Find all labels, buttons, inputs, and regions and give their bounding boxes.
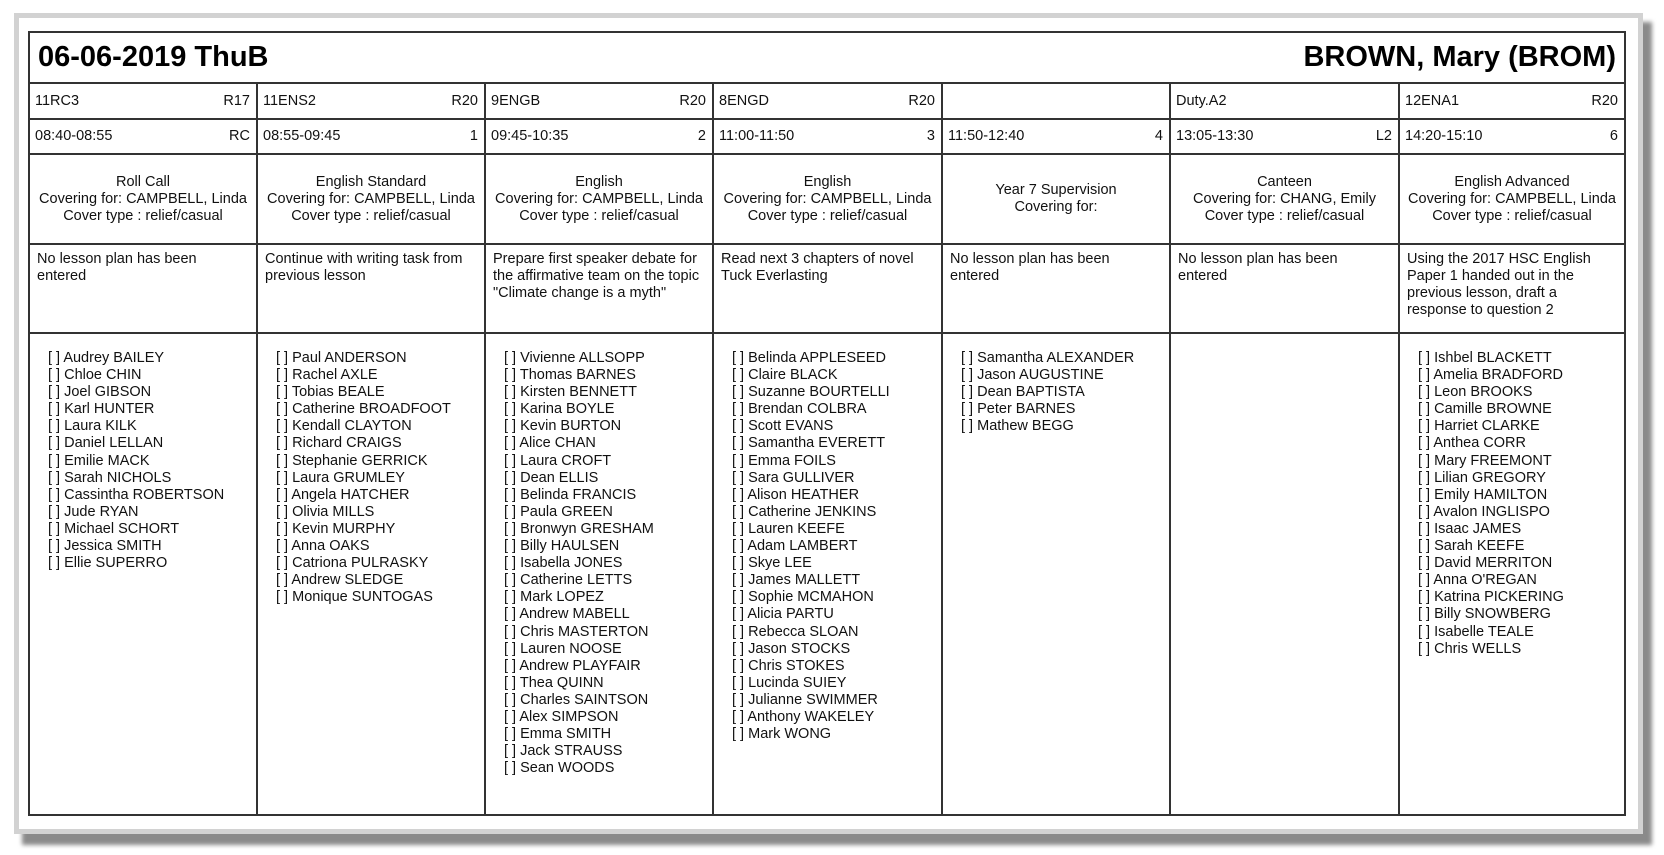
student-checkbox-item[interactable]: [ ] Audrey BAILEY: [48, 350, 165, 366]
student-checkbox-item[interactable]: [ ] Samantha EVERETT: [732, 435, 886, 452]
student-checkbox-item[interactable]: [ ] Vivienne ALLSOPP: [504, 350, 645, 366]
period-number: 2: [697, 128, 706, 144]
cover-info: Cover type : relief/casual: [1432, 207, 1592, 224]
cover-info: Covering for: CAMPBELL, Linda: [267, 190, 475, 207]
student-checkbox-item[interactable]: [ ] Chris STOKES: [732, 657, 845, 674]
student-checkbox-item[interactable]: [ ] Belinda FRANCIS: [504, 486, 637, 503]
class-cell: [258, 84, 486, 120]
student-checkbox-item[interactable]: [ ] James MALLETT: [732, 572, 861, 589]
student-checkbox-item[interactable]: [ ] Sara GULLIVER: [732, 469, 855, 486]
student-checkbox-item[interactable]: [ ] Amelia BRADFORD: [1418, 367, 1564, 384]
cover-info: Covering for: CAMPBELL, Linda: [495, 190, 703, 207]
class-code: Duty.A2: [1176, 92, 1227, 109]
student-checkbox-item[interactable]: [ ] Katrina PICKERING: [1418, 589, 1564, 606]
time-cell: [30, 120, 258, 155]
lesson-plan-text: Using the 2017 HSC English Paper 1 handed out in the previous lesson, draft a response to question 2: [1407, 251, 1591, 318]
student-checkbox-item[interactable]: [ ] Laura KILK: [48, 418, 137, 435]
student-checkbox-item[interactable]: [ ] Richard CRAIGS: [276, 435, 402, 452]
cover-info: Cover type : relief/casual: [747, 207, 908, 224]
student-checkbox-item[interactable]: [ ] Lilian GREGORY: [1418, 469, 1546, 486]
student-checkbox-item[interactable]: [ ] Catherine BROADFOOT: [276, 401, 451, 418]
period-number: L2: [1375, 128, 1392, 144]
class-cell: [1171, 84, 1400, 120]
lesson-plan-cell: [714, 245, 943, 334]
title-row: [30, 33, 1624, 84]
student-checkbox-item[interactable]: [ ] Skye LEE: [732, 555, 812, 572]
period-number: 1: [469, 128, 478, 144]
student-list: [1171, 334, 1400, 814]
room-code: R20: [908, 92, 935, 109]
student-checkbox-item[interactable]: [ ] Monique SUNTOGAS: [276, 589, 433, 606]
student-checkbox-item[interactable]: [ ] Andrew PLAYFAIR: [504, 657, 641, 674]
period-number: 4: [1154, 128, 1163, 144]
period-number: 3: [926, 128, 935, 144]
student-checkbox-item[interactable]: [ ] Alicia PARTU: [732, 606, 834, 623]
subject-name: Canteen: [1257, 173, 1312, 190]
student-checkbox-item[interactable]: [ ] Brendan COLBRA: [732, 401, 867, 418]
room-code: R20: [1591, 92, 1618, 109]
student-checkbox-item[interactable]: [ ] Jack STRAUSS: [504, 743, 623, 760]
student-checkbox-item[interactable]: [ ] Rachel AXLE: [276, 367, 378, 384]
student-checkbox-item[interactable]: [ ] Laura GRUMLEY: [276, 469, 405, 486]
student-checkbox-item[interactable]: [ ] Tobias BEALE: [276, 384, 385, 401]
cover-info: Covering for: CAMPBELL, Linda: [39, 190, 247, 207]
class-code: 9ENGB: [491, 92, 541, 109]
student-checkbox-item[interactable]: [ ] Emma FOILS: [732, 452, 836, 469]
time-range: 11:00-11:50: [719, 128, 795, 144]
subject-cell: [30, 155, 258, 245]
lesson-plan-text: Continue with writing task from previous lesson: [265, 251, 463, 284]
student-checkbox-item[interactable]: [ ] Billy HAULSEN: [504, 538, 620, 555]
student-checkbox-item[interactable]: [ ] Lauren NOOSE: [504, 640, 622, 657]
student-checkbox-item[interactable]: [ ] Mark LOPEZ: [504, 589, 604, 606]
student-list: [714, 334, 943, 814]
student-checkbox-item[interactable]: [ ] Stephanie GERRICK: [276, 452, 428, 469]
time-cell: [714, 120, 943, 155]
subject-cell: [1171, 155, 1400, 245]
lesson-plan-cell: [1400, 245, 1624, 334]
student-checkbox-item[interactable]: [ ] Ellie SUPERRO: [48, 555, 168, 572]
class-cell: [943, 84, 1171, 120]
period-number: RC: [229, 128, 250, 144]
student-checkbox-item[interactable]: [ ] Lucinda SUIEY: [732, 674, 847, 691]
student-checkbox-item[interactable]: [ ] Adam LAMBERT: [732, 538, 858, 555]
student-checkbox-item[interactable]: [ ] Emily HAMILTON: [1418, 486, 1548, 503]
student-checkbox-item[interactable]: [ ] Joel GIBSON: [48, 384, 152, 401]
student-checkbox-item[interactable]: [ ] Samantha ALEXANDER: [961, 350, 1135, 366]
student-checkbox-item[interactable]: [ ] Dean BAPTISTA: [961, 384, 1085, 401]
cover-info: Covering for:: [1014, 199, 1098, 215]
subject-cell: [943, 155, 1171, 245]
subject-cell: [486, 155, 714, 245]
subject-name: English Standard: [315, 173, 427, 190]
subject-name: English: [803, 173, 852, 190]
student-checkbox-item[interactable]: [ ] Kevin MURPHY: [276, 520, 396, 537]
room-code: R17: [223, 92, 250, 109]
student-list: [486, 334, 714, 814]
cover-info: Cover type : relief/casual: [1204, 207, 1365, 224]
time-range: 13:05-13:30: [1176, 128, 1254, 144]
lesson-plan-text: No lesson plan has been entered: [950, 251, 1110, 284]
student-checkbox-item[interactable]: [ ] Scott EVANS: [732, 418, 834, 435]
student-checkbox-item[interactable]: [ ] Sophie MCMAHON: [732, 589, 874, 606]
student-checkbox-item[interactable]: [ ] Anthony WAKELEY: [732, 708, 875, 725]
cover-info: Covering for: CAMPBELL, Linda: [723, 190, 932, 207]
time-cell: [486, 120, 714, 155]
student-checkbox-item[interactable]: [ ] Emma SMITH: [504, 726, 612, 743]
subject-name: Year 7 Supervision: [995, 182, 1117, 198]
lesson-plan-text: No lesson plan has been entered: [1178, 251, 1338, 284]
student-list: [943, 334, 1171, 814]
student-checkbox-item[interactable]: [ ] Karl HUNTER: [48, 401, 155, 418]
lesson-plan-cell: [258, 245, 486, 334]
lesson-plan-text: No lesson plan has been entered: [37, 251, 197, 284]
student-checkbox-item[interactable]: [ ] Isabella JONES: [504, 555, 623, 572]
student-checkbox-item[interactable]: [ ] Paul ANDERSON: [276, 350, 407, 366]
student-checkbox-item[interactable]: [ ] Alison HEATHER: [732, 486, 860, 503]
student-checkbox-item[interactable]: [ ] Suzanne BOURTELLI: [732, 384, 890, 401]
lesson-plan-cell: [486, 245, 714, 334]
student-checkbox-item[interactable]: [ ] Mathew BEGG: [961, 418, 1074, 435]
class-code: 11ENS2: [263, 92, 316, 109]
subject-cell: [258, 155, 486, 245]
student-checkbox-item[interactable]: [ ] Jude RYAN: [48, 503, 139, 520]
student-checkbox-item[interactable]: [ ] Chris MASTERTON: [504, 623, 649, 640]
student-checkbox-item[interactable]: [ ] Daniel LELLAN: [48, 435, 164, 452]
student-checkbox-item[interactable]: [ ] Kevin BURTON: [504, 418, 622, 435]
student-checkbox-item[interactable]: [ ] Kirsten BENNETT: [504, 384, 637, 401]
student-checkbox-item[interactable]: [ ] Michael SCHORT: [48, 520, 180, 537]
subject-name: English Advanced: [1454, 173, 1570, 190]
student-checkbox-item[interactable]: [ ] Rebecca SLOAN: [732, 623, 859, 640]
class-cell: [1400, 84, 1624, 120]
student-checkbox-item[interactable]: [ ] Thea QUINN: [504, 674, 604, 691]
class-code: 8ENGD: [719, 92, 769, 109]
student-checkbox-item[interactable]: [ ] Leon BROOKS: [1418, 384, 1533, 401]
cover-info: Covering for: CAMPBELL, Linda: [1408, 190, 1616, 207]
student-checkbox-item[interactable]: [ ] Bronwyn GRESHAM: [504, 520, 654, 537]
student-checkbox-item[interactable]: [ ] Dean ELLIS: [504, 469, 599, 486]
time-range: 08:55-09:45: [263, 128, 341, 144]
student-checkbox-item[interactable]: [ ] Harriet CLARKE: [1418, 418, 1540, 435]
student-checkbox-item[interactable]: [ ] Sean WOODS: [504, 760, 615, 777]
cover-info: Cover type : relief/casual: [519, 207, 679, 224]
student-list: [258, 334, 486, 814]
student-checkbox-item[interactable]: [ ] Olivia MILLS: [276, 503, 375, 520]
student-checkbox-item[interactable]: [ ] Isabelle TEALE: [1418, 623, 1534, 640]
period-number: 6: [1609, 128, 1618, 144]
time-range: 11:50-12:40: [948, 128, 1025, 144]
class-code: 11RC3: [35, 92, 80, 109]
cover-info: Cover type : relief/casual: [291, 207, 451, 224]
student-checkbox-item[interactable]: [ ] Angela HATCHER: [276, 486, 410, 503]
time-cell: [943, 120, 1171, 155]
cover-info: Covering for: CHANG, Emily: [1193, 190, 1376, 207]
student-checkbox-item[interactable]: [ ] Peter BARNES: [961, 401, 1076, 418]
student-checkbox-item[interactable]: [ ] Andrew SLEDGE: [276, 572, 404, 589]
student-checkbox-item[interactable]: [ ] Sarah KEEFE: [1418, 538, 1525, 555]
lesson-plan-text: Read next 3 chapters of novel Tuck Everlasting: [721, 251, 914, 284]
subject-name: Roll Call: [116, 173, 170, 190]
class-cell: [486, 84, 714, 120]
class-cell: [30, 84, 258, 120]
student-checkbox-item[interactable]: [ ] Lauren KEEFE: [732, 520, 845, 537]
student-checkbox-item[interactable]: [ ] Catherine LETTS: [504, 572, 633, 589]
student-checkbox-item[interactable]: [ ] Anna O'REGAN: [1418, 572, 1537, 589]
time-cell: [258, 120, 486, 155]
student-checkbox-item[interactable]: [ ] Emilie MACK: [48, 452, 150, 469]
lesson-plan-text: Prepare first speaker debate for the affirmative team on the topic "Climate change is a myth": [493, 251, 700, 301]
room-code: R20: [451, 92, 478, 109]
student-checkbox-item[interactable]: [ ] Isaac JAMES: [1418, 520, 1522, 537]
student-checkbox-item[interactable]: [ ] Catriona PULRASKY: [276, 555, 429, 572]
student-checkbox-item[interactable]: [ ] Anna OAKS: [276, 538, 370, 555]
student-checkbox-item[interactable]: [ ] Paula GREEN: [504, 503, 613, 520]
student-checkbox-item[interactable]: [ ] Mark WONG: [732, 726, 832, 743]
subject-cell: [714, 155, 943, 245]
student-checkbox-item[interactable]: [ ] Charles SAINTSON: [504, 691, 649, 708]
student-checkbox-item[interactable]: [ ] Kendall CLAYTON: [276, 418, 412, 435]
student-checkbox-item[interactable]: [ ] Alice CHAN: [504, 435, 596, 452]
student-checkbox-item[interactable]: [ ] Camille BROWNE: [1418, 401, 1552, 418]
student-checkbox-item[interactable]: [ ] Cassintha ROBERTSON: [48, 486, 225, 503]
student-checkbox-item[interactable]: [ ] Julianne SWIMMER: [732, 691, 878, 708]
teacher-label: BROWN, Mary (BROM): [1303, 41, 1616, 73]
student-checkbox-item[interactable]: [ ] Laura CROFT: [504, 452, 612, 469]
time-cell: [1171, 120, 1400, 155]
room-code: R20: [679, 92, 706, 109]
student-checkbox-item[interactable]: [ ] David MERRITON: [1418, 555, 1553, 572]
student-checkbox-item[interactable]: [ ] Chris WELLS: [1418, 640, 1522, 657]
subject-cell: [1400, 155, 1624, 245]
time-cell: [1400, 120, 1624, 155]
subject-name: English: [575, 173, 623, 190]
cover-info: Cover type : relief/casual: [63, 207, 223, 224]
student-checkbox-item[interactable]: [ ] Andrew MABELL: [504, 606, 630, 623]
student-checkbox-item[interactable]: [ ] Ishbel BLACKETT: [1418, 350, 1552, 366]
student-checkbox-item[interactable]: [ ] Avalon INGLISPO: [1418, 503, 1550, 520]
lesson-plan-cell: [943, 245, 1171, 334]
student-list: [30, 334, 258, 814]
class-cell: [714, 84, 943, 120]
student-checkbox-item[interactable]: [ ] Billy SNOWBERG: [1418, 606, 1551, 623]
class-code: 12ENA1: [1405, 92, 1460, 109]
student-checkbox-item[interactable]: [ ] Belinda APPLESEED: [732, 350, 886, 366]
student-checkbox-item[interactable]: [ ] Jessica SMITH: [48, 538, 162, 555]
student-checkbox-item[interactable]: [ ] Anthea CORR: [1418, 435, 1526, 452]
student-checkbox-item[interactable]: [ ] Sarah NICHOLS: [48, 469, 172, 486]
student-checkbox-item[interactable]: [ ] Chloe CHIN: [48, 367, 142, 384]
time-range: 08:40-08:55: [35, 128, 113, 144]
student-checkbox-item[interactable]: [ ] Thomas BARNES: [504, 367, 636, 384]
time-range: 09:45-10:35: [491, 128, 569, 144]
student-checkbox-item[interactable]: [ ] Mary FREEMONT: [1418, 452, 1552, 469]
time-range: 14:20-15:10: [1405, 128, 1483, 144]
cover-sheet: [28, 31, 1626, 816]
date-label: 06-06-2019 ThuB: [38, 41, 269, 73]
student-list: [1400, 334, 1624, 814]
student-checkbox-item[interactable]: [ ] Karina BOYLE: [504, 401, 615, 418]
student-checkbox-item[interactable]: [ ] Catherine JENKINS: [732, 503, 877, 520]
student-checkbox-item[interactable]: [ ] Claire BLACK: [732, 367, 838, 384]
student-checkbox-item[interactable]: [ ] Jason STOCKS: [732, 640, 851, 657]
lesson-plan-cell: [1171, 245, 1400, 334]
student-checkbox-item[interactable]: [ ] Jason AUGUSTINE: [961, 367, 1104, 384]
student-checkbox-item[interactable]: [ ] Alex SIMPSON: [504, 708, 619, 725]
lesson-plan-cell: [30, 245, 258, 334]
